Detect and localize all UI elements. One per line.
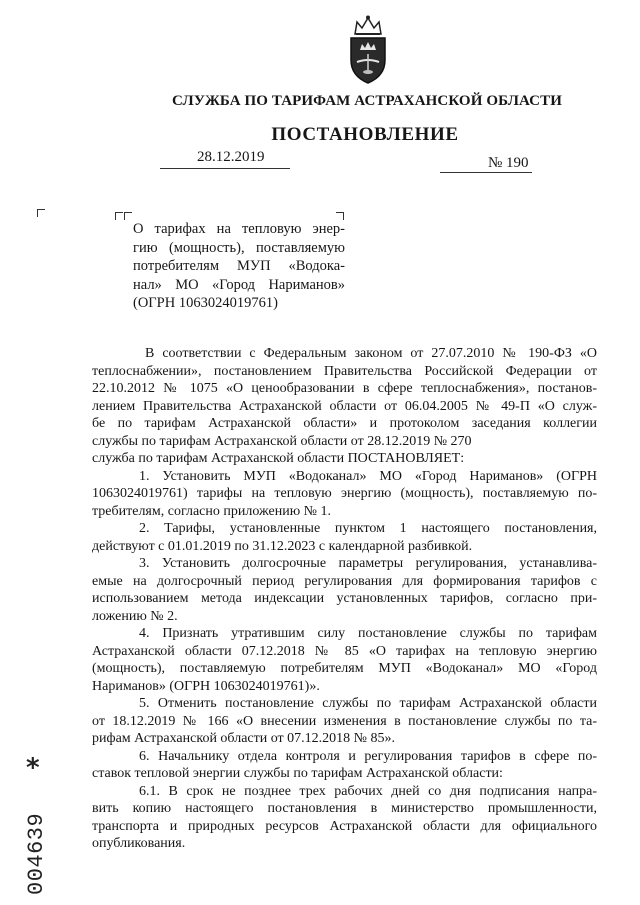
body-line: теплоснабжении», постановлением Правительства Российской Федерации от <box>92 363 597 379</box>
body-line: 22.10.2012 № 1075 «О ценообразовании в сфере теплоснабжения», постанов- <box>92 381 597 396</box>
document-date: 28.12.2019 <box>197 149 265 165</box>
subject-corner-mark <box>124 212 132 220</box>
paragraph-4 <box>92 625 597 695</box>
body-line: использованием метода индексации установленных тарифов, согласно при- <box>92 591 597 606</box>
paragraph-5 <box>92 695 597 748</box>
body-line: 5. Отменить постановление службы по тарифам Астраханской области <box>139 696 597 711</box>
number-underline <box>440 172 532 173</box>
body-line: службы по тарифам Астраханской области от 28.12.2019 № 270 <box>92 433 472 449</box>
body-line: 3. Установить долгосрочные параметры регулирования, устанавлива- <box>139 556 597 571</box>
body-line: транспорта и природных ресурсов Астраханской области для официального <box>92 818 597 834</box>
body-line: 6.1. В срок не позднее трех рабочих дней со дня подписания напра- <box>139 783 597 799</box>
body-line: от 18.12.2019 № 166 «О внесении изменения в постановление службы по та- <box>92 713 597 729</box>
body-line: опубликования. <box>92 836 186 851</box>
body-line: ложению № 2. <box>92 608 178 624</box>
body-line: Астраханской области 07.12.2018 № 85 «О тарифах на тепловую энергию <box>92 643 597 659</box>
subject-corner-mark <box>336 212 344 220</box>
body-line: ставок тепловой энергии службы по тарифам Астраханской области: <box>92 766 503 781</box>
stamp-asterisk: * <box>26 753 40 783</box>
body-line: рифам Астраханской области от 07.12.2018 № 85». <box>92 731 396 746</box>
body-line: 4. Признать утратившим силу постановление службы по тарифам <box>139 626 597 641</box>
body-line: бе по тарифам Астраханской области» и протоколом заседания коллегии <box>92 416 597 431</box>
document-subject <box>133 220 345 313</box>
body-line: 2. Тарифы, установленные пунктом 1 настоящего постановления, <box>139 521 597 536</box>
subject-line: (ОГРН 1063024019761) <box>133 295 278 311</box>
subject-line: О тарифах на тепловую энер- <box>133 221 345 237</box>
subject-line: потребителям МУП «Водока- <box>133 258 345 274</box>
body-line: лением Правительства Астраханской области от 06.04.2005 № 49-П «О служ- <box>92 398 597 414</box>
date-underline <box>160 168 290 169</box>
paragraph-6 <box>92 748 597 783</box>
agency-name: СЛУЖБА ПО ТАРИФАМ АСТРАХАНСКОЙ ОБЛАСТИ <box>172 93 562 109</box>
document-type: ПОСТАНОВЛЕНИЕ <box>271 124 459 145</box>
body-line: требителям, согласно приложению № 1. <box>92 503 332 519</box>
body-line: емые на долгосрочный период регулирования для формирования тарифов с <box>92 573 597 589</box>
body-line: Нариманов» (ОГРН 1063024019761)». <box>92 678 320 694</box>
body-line: (мощность), поставляемую потребителям МУП «Водоканал» МО «Город <box>92 661 597 676</box>
paragraph-2 <box>92 520 597 555</box>
registration-stamp <box>22 753 52 895</box>
intro-paragraph <box>92 345 597 468</box>
body-line: вить копию настоящего постановления в министерство промышленности, <box>92 801 597 816</box>
body-line: 6. Начальнику отдела контроля и регулирования тарифов в сфере по- <box>139 748 597 764</box>
subject-line: гию (мощность), поставляемую <box>133 239 345 256</box>
body-line: В соответствии с Федеральным законом от 27.07.2010 № 190-ФЗ «О <box>145 346 597 361</box>
body-line: служба по тарифам Астраханской области ПОСТАНОВЛЯЕТ: <box>92 451 465 466</box>
paragraph-1 <box>92 468 597 521</box>
subject-corner-mark <box>115 212 123 220</box>
paragraph-6-1 <box>92 783 597 853</box>
body-line: действуют с 01.01.2019 по 31.12.2023 с календарной разбивкой. <box>92 538 473 554</box>
stamp-code: 004639 <box>24 812 49 895</box>
subject-line: нал» МО «Город Нариманов» <box>133 276 345 293</box>
paragraph-3 <box>92 555 597 625</box>
body-line: 1. Установить МУП «Водоканал» МО «Город Нариманов» (ОГРН <box>139 468 597 484</box>
coat-of-arms-icon <box>343 14 393 86</box>
document-number: № 190 <box>488 155 529 171</box>
margin-corner-mark <box>37 209 45 217</box>
document-body <box>92 345 597 853</box>
body-line: 1063024019761) тарифы на тепловую энергию (мощность), поставляемую по- <box>92 486 597 501</box>
